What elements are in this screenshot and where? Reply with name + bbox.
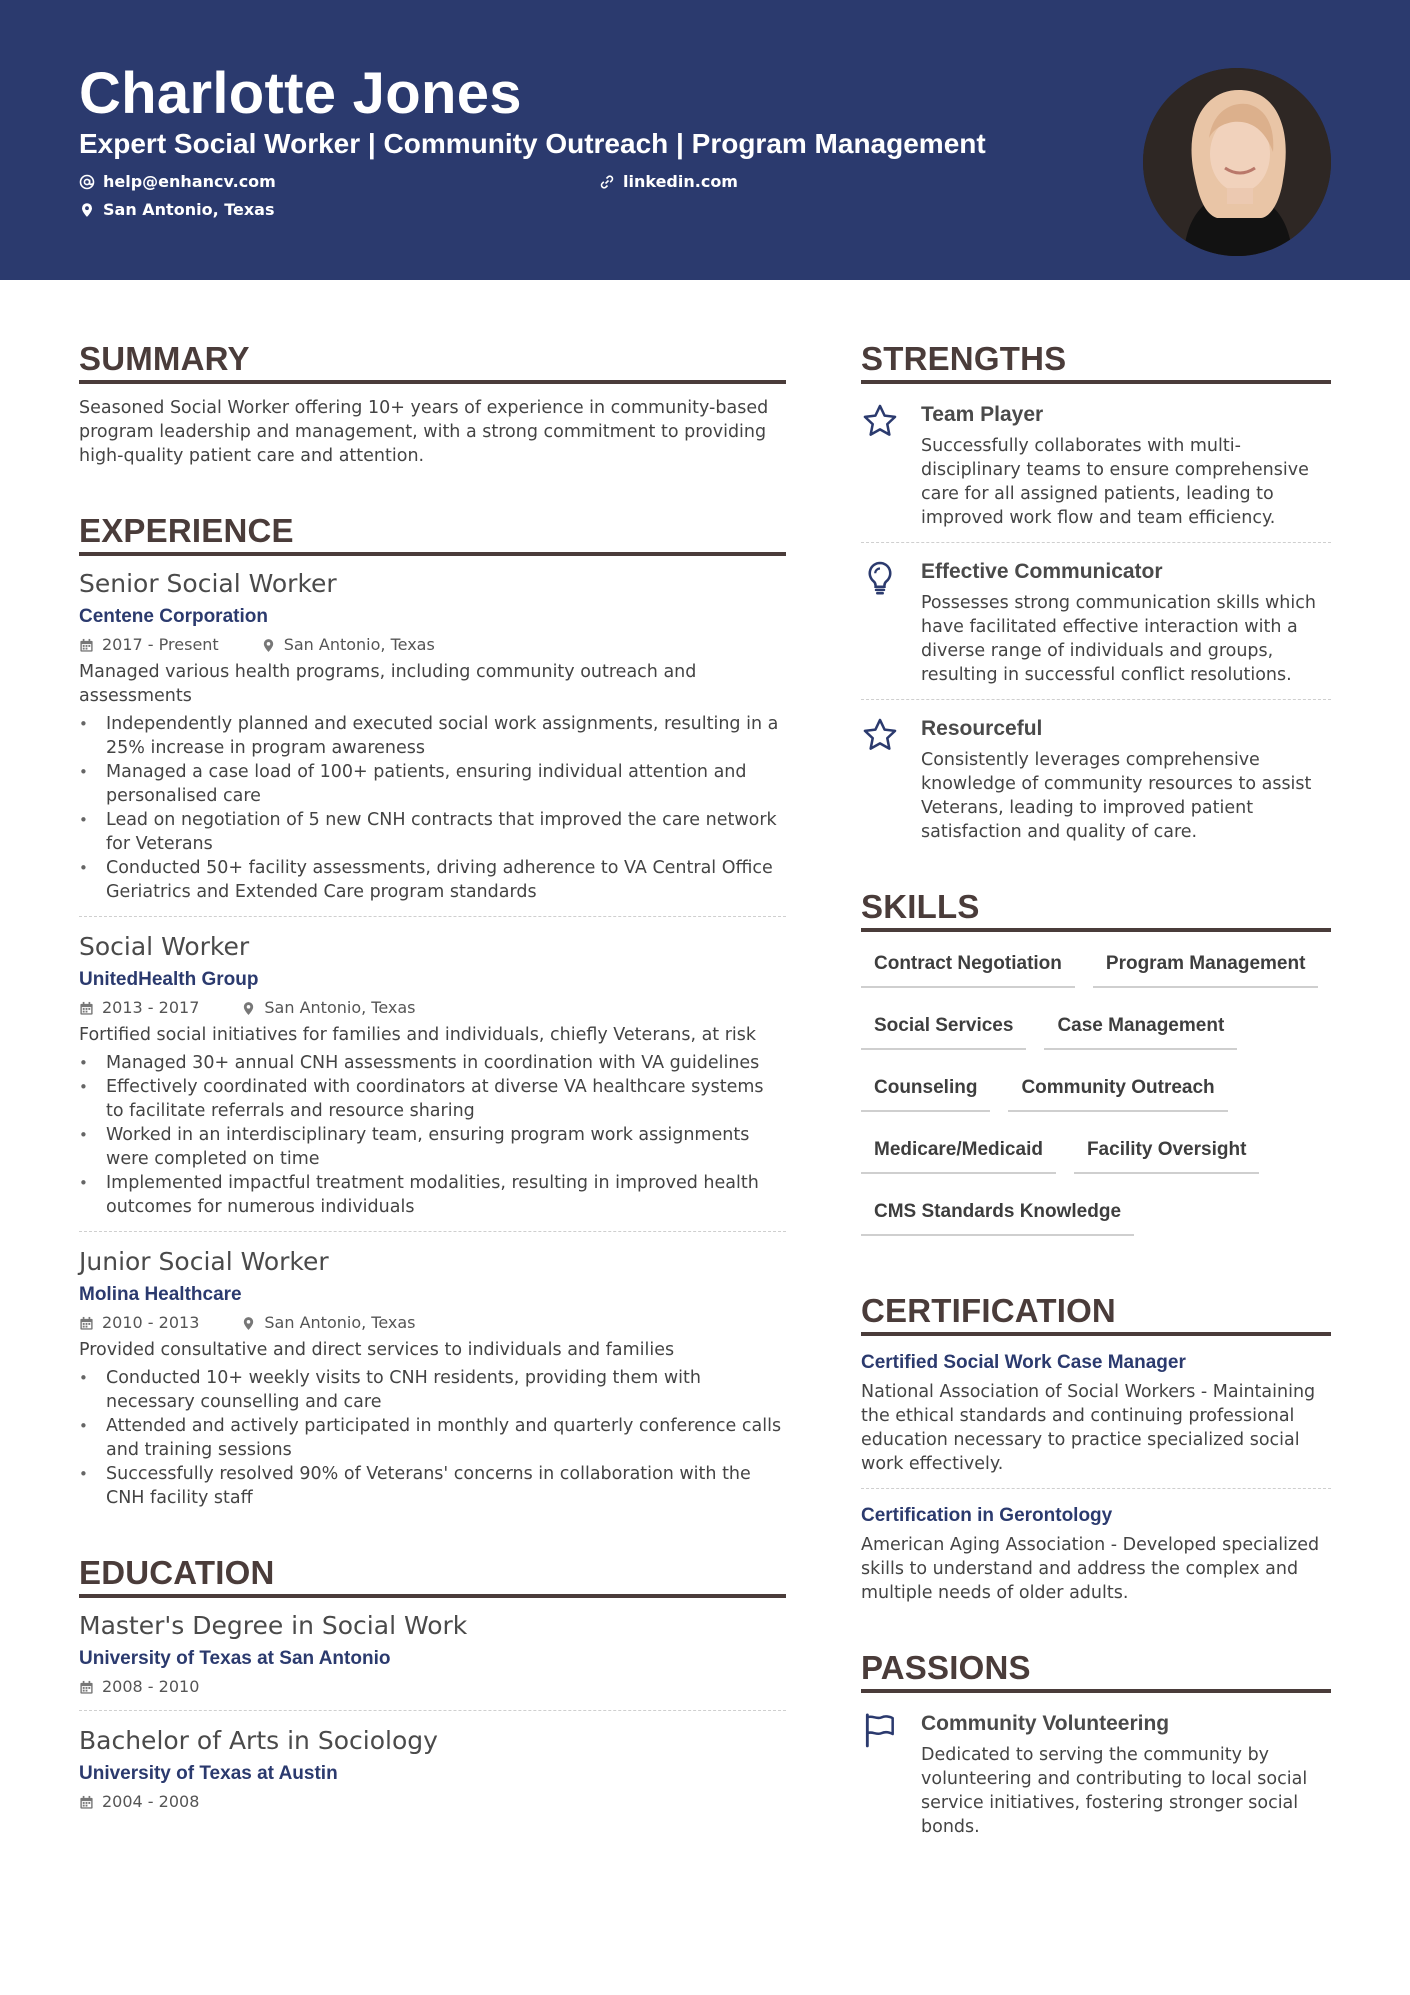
education-dates: 2008 - 2010: [102, 1677, 200, 1696]
job-title: Social Worker: [79, 932, 250, 961]
job-meta: [79, 1312, 786, 1334]
at-icon: [79, 174, 95, 190]
education-meta: [79, 1791, 786, 1813]
list-item: • Conducted 10+ weekly visits to CNH residents, providing them with necessary counselling and care: [79, 1366, 786, 1414]
job-description: Provided consultative and direct services to individuals and families: [79, 1340, 675, 1360]
map-pin-icon: [261, 638, 276, 653]
company-name: Centene Corporation: [79, 606, 268, 627]
skill-tag: Community Outreach: [1008, 1064, 1227, 1112]
company-name: Molina Healthcare: [79, 1284, 242, 1305]
skill-tag: Contract Negotiation: [861, 940, 1075, 988]
calendar-icon: [79, 1316, 94, 1331]
link-icon: [599, 174, 615, 190]
education-dates: 2004 - 2008: [102, 1792, 200, 1811]
job-meta: [79, 997, 786, 1019]
list-item: • Independently planned and executed social work assignments, resulting in a 25% increase in program awareness: [79, 712, 786, 760]
skills-heading: SKILLS: [861, 888, 1331, 932]
calendar-icon: [79, 1001, 94, 1016]
school-name: University of Texas at Austin: [79, 1763, 338, 1784]
list-item: • Attended and actively participated in monthly and quarterly conference calls and training sessions: [79, 1414, 786, 1462]
entry-divider: [79, 916, 786, 917]
list-item: • Managed 30+ annual CNH assessments in coordination with VA guidelines: [79, 1051, 786, 1075]
star-icon: [861, 402, 899, 440]
flag-icon: [861, 1711, 899, 1749]
right-column: [861, 340, 1331, 1839]
list-item: • Worked in an interdisciplinary team, ensuring program work assignments were completed on time: [79, 1123, 786, 1171]
calendar-icon: [79, 1795, 94, 1810]
strength-text: Consistently leverages comprehensive knowledge of community resources to assist Veterans, leading to improved patient satisfaction and quality of care.: [921, 750, 1312, 842]
skill-tag: Social Services: [861, 1002, 1026, 1050]
degree-title: Bachelor of Arts in Sociology: [79, 1726, 438, 1755]
linkedin-text: linkedin.com: [623, 172, 738, 191]
certification-text: National Association of Social Workers - Maintaining the ethical standards and continuing professional education necessary to practice specialized social work effectively.: [861, 1382, 1316, 1474]
email-text: help@enhancv.com: [103, 172, 276, 191]
strengths-heading: STRENGTHS: [861, 340, 1331, 384]
entry-divider: [79, 1710, 786, 1711]
profile-photo: [1143, 68, 1331, 256]
header-banner: [0, 0, 1410, 280]
entry-divider: [861, 699, 1331, 700]
job-bullets: [79, 712, 786, 904]
skill-tag: Facility Oversight: [1074, 1126, 1259, 1174]
list-item: • Conducted 50+ facility assessments, driving adherence to VA Central Office Geriatrics and Extended Care program standards: [79, 856, 786, 904]
skills-list: [861, 940, 1331, 1250]
passion-title: Community Volunteering: [921, 1712, 1170, 1735]
location-contact: [79, 200, 275, 219]
certification-entry: [861, 1503, 1331, 1605]
strength-text: Successfully collaborates with multi-disciplinary teams to ensure comprehensive care for all assigned patients, leading to improved work flow and team efficiency.: [921, 436, 1309, 528]
job-dates: 2017 - Present: [102, 635, 219, 654]
skill-tag: Medicare/Medicaid: [861, 1126, 1056, 1174]
passion-text: Dedicated to serving the community by volunteering and contributing to local social service initiatives, fostering stronger social bonds.: [921, 1745, 1308, 1837]
degree-title: Master's Degree in Social Work: [79, 1611, 468, 1640]
calendar-icon: [79, 638, 94, 653]
school-name: University of Texas at San Antonio: [79, 1648, 391, 1669]
job-dates: 2013 - 2017: [102, 998, 200, 1017]
experience-heading: EXPERIENCE: [79, 512, 786, 556]
experience-entry: [79, 1246, 786, 1510]
job-title: Senior Social Worker: [79, 569, 337, 598]
entry-divider: [861, 542, 1331, 543]
calendar-icon: [79, 1680, 94, 1695]
job-bullets: [79, 1051, 786, 1219]
map-pin-icon: [241, 1001, 256, 1016]
map-pin-icon: [241, 1316, 256, 1331]
linkedin-contact[interactable]: [599, 172, 738, 191]
strength-title: Team Player: [921, 403, 1044, 426]
email-contact[interactable]: [79, 172, 276, 191]
map-pin-icon: [79, 202, 95, 218]
job-location: San Antonio, Texas: [264, 1313, 416, 1332]
job-description: Managed various health programs, including community outreach and assessments: [79, 662, 697, 706]
strength-item: [861, 714, 1331, 844]
experience-entry: [79, 568, 786, 904]
education-entry: [79, 1610, 786, 1698]
lightbulb-icon: [861, 559, 899, 597]
job-title: Junior Social Worker: [79, 1247, 329, 1276]
portrait-illustration: [1143, 68, 1331, 256]
strength-title: Resourceful: [921, 717, 1043, 740]
list-item: • Managed a case load of 100+ patients, ensuring individual attention and personalised care: [79, 760, 786, 808]
certification-text: American Aging Association - Developed specialized skills to understand and address the complex and multiple needs of older adults.: [861, 1535, 1320, 1603]
job-bullets: [79, 1366, 786, 1510]
candidate-tagline: Expert Social Worker | Community Outreach | Program Management: [79, 128, 986, 159]
certification-heading: CERTIFICATION: [861, 1292, 1331, 1336]
job-location: San Antonio, Texas: [264, 998, 416, 1017]
experience-entry: [79, 931, 786, 1219]
entry-divider: [861, 1488, 1331, 1489]
skill-tag: Counseling: [861, 1064, 990, 1112]
list-item: • Implemented impactful treatment modalities, resulting in improved health outcomes for numerous individuals: [79, 1171, 786, 1219]
strength-title: Effective Communicator: [921, 560, 1163, 583]
list-item: • Successfully resolved 90% of Veterans' concerns in collaboration with the CNH facility staff: [79, 1462, 786, 1510]
list-item: • Effectively coordinated with coordinators at diverse VA healthcare systems to facilitate referrals and resource sharing: [79, 1075, 786, 1123]
certification-entry: [861, 1350, 1331, 1476]
job-description: Fortified social initiatives for families and individuals, chiefly Veterans, at risk: [79, 1025, 757, 1045]
education-heading: EDUCATION: [79, 1554, 786, 1598]
summary-text: Seasoned Social Worker offering 10+ years of experience in community-based program leadership and management, with a strong commitment to providing high-quality patient care and attention.: [79, 398, 769, 466]
skill-tag: Program Management: [1093, 940, 1319, 988]
list-item: • Lead on negotiation of 5 new CNH contracts that improved the care network for Veterans: [79, 808, 786, 856]
education-meta: [79, 1676, 786, 1698]
job-meta: [79, 634, 786, 656]
certification-title: Certified Social Work Case Manager: [861, 1352, 1186, 1373]
job-dates: 2010 - 2013: [102, 1313, 200, 1332]
candidate-name: Charlotte Jones: [79, 61, 522, 126]
education-entry: [79, 1725, 786, 1813]
summary-heading: SUMMARY: [79, 340, 786, 384]
strength-item: [861, 400, 1331, 530]
company-name: UnitedHealth Group: [79, 969, 259, 990]
entry-divider: [79, 1231, 786, 1232]
strength-item: [861, 557, 1331, 687]
job-location: San Antonio, Texas: [283, 635, 435, 654]
location-text: San Antonio, Texas: [103, 200, 275, 219]
passion-item: [861, 1709, 1331, 1839]
skill-tag: Case Management: [1044, 1002, 1237, 1050]
star-icon: [861, 716, 899, 754]
passions-heading: PASSIONS: [861, 1649, 1331, 1693]
certification-title: Certification in Gerontology: [861, 1505, 1113, 1526]
skill-tag: CMS Standards Knowledge: [861, 1188, 1134, 1236]
strength-text: Possesses strong communication skills which have facilitated effective interaction with a diverse range of individuals and groups, resulting in successful conflict resolutions.: [921, 593, 1316, 685]
left-column: [79, 340, 786, 1813]
